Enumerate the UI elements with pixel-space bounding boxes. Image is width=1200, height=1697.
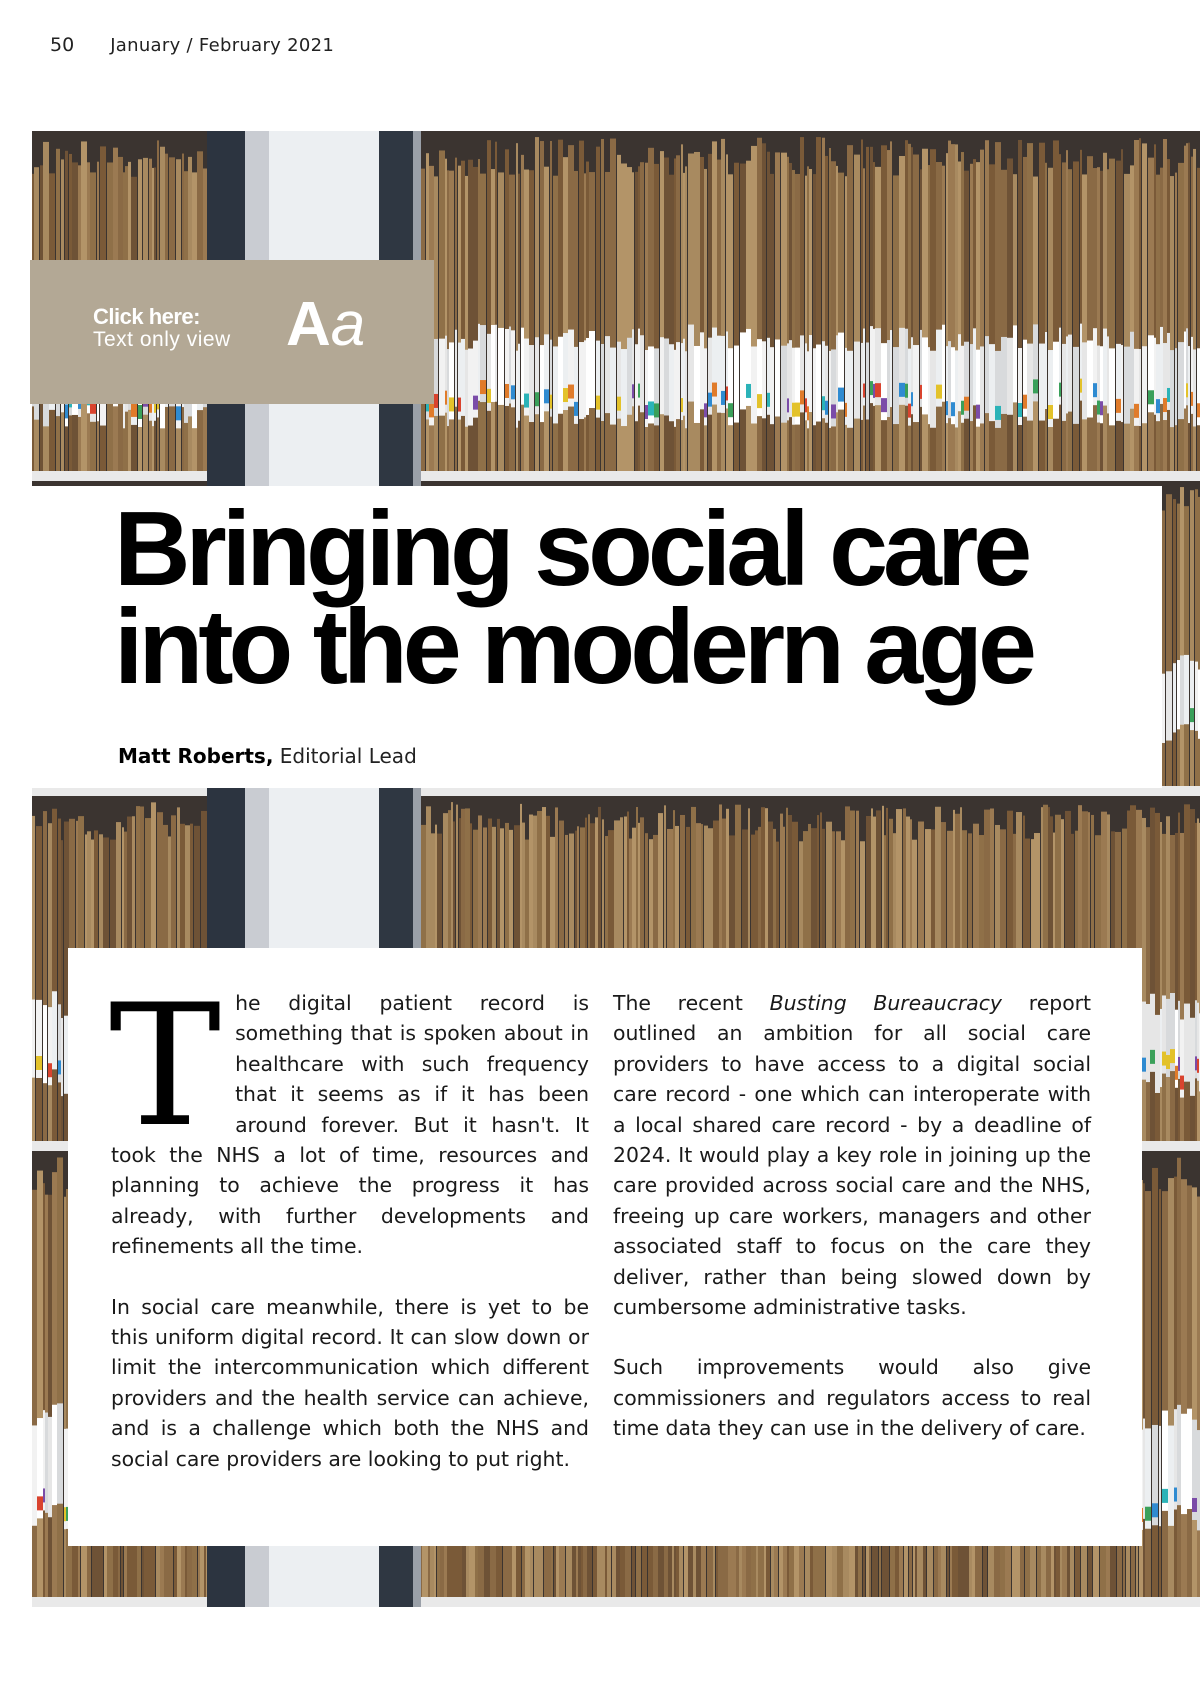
paragraph-1-text: he digital patient record is something that is spoken about in healthcare with such frequency that it seems as if it has been around forever. But it hasn't. It took the NHS a lot of time, resources and planning to achieve the progress it has already, with further developments and refinements all the time. [111, 991, 589, 1259]
badge-click-here: Click here: [93, 304, 200, 329]
report-title: Busting Bureaucracy [769, 991, 1003, 1015]
text-size-icon-small: a [330, 290, 366, 359]
author-role: Editorial Lead [279, 744, 417, 768]
paragraph-1 [109, 968, 589, 1262]
paragraph-4: Such improvements would also give commissioners and regulators access to real time data they can use in the delivery of care. [613, 1355, 1091, 1441]
article-column-right [613, 988, 1091, 1474]
page-header [50, 34, 334, 64]
issue-date: January / February 2021 [110, 35, 335, 56]
paragraph-3-text: report outlined an ambition for all social care providers to have access to a digital social care record - one which can interoperate with a local shared care record - by a deadline of 2024. It would play a key role in joining up the care provided across social care and the NHS, freeing up care workers, managers and other associated staff to focus on the care they deliver, rather than being slowed down by cumbersome administrative tasks. [613, 991, 1092, 1320]
author-name: Matt Roberts, [118, 744, 274, 768]
drop-cap: T [109, 968, 222, 1164]
text-size-icon-big: A [286, 290, 331, 359]
paragraph-3-intro: The recent [613, 991, 743, 1015]
paragraph-2: In social care meanwhile, there is yet to be this uniform digital record. It can slow down or limit the intercommunication which different providers and the health service can achieve, and is a challenge which both the NHS and social care providers are looking to put right. [111, 1294, 589, 1471]
article-body [68, 948, 1142, 1546]
article-headline: Bringing social care into the modern age [114, 490, 1032, 706]
page-number: 50 [50, 34, 75, 56]
byline [118, 744, 417, 768]
title-panel [32, 486, 1162, 788]
article-column-left [109, 968, 589, 1504]
text-size-icon [286, 290, 366, 359]
paragraph-3 [613, 988, 1091, 1322]
badge-text-only-view: Text only view [93, 328, 231, 351]
text-only-view-button[interactable] [30, 260, 434, 404]
